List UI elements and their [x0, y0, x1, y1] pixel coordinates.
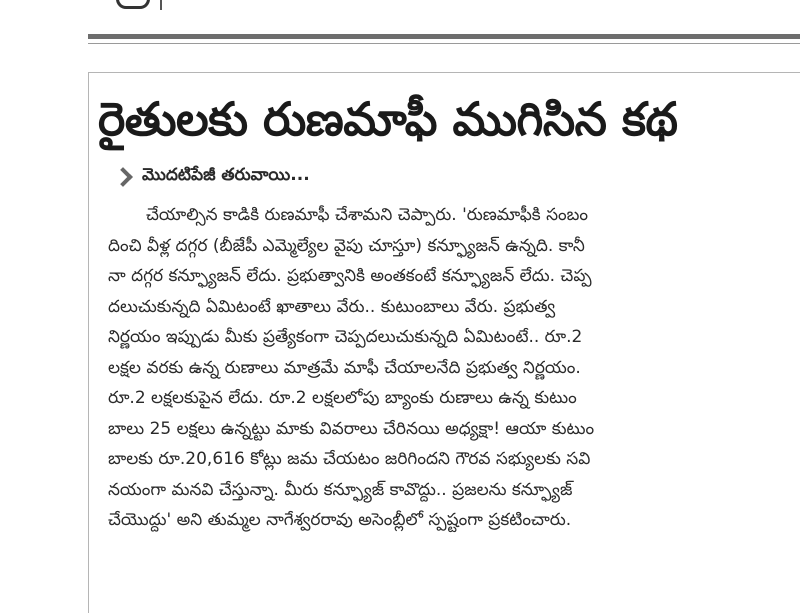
body-line: నా దగ్గర కన్ఫ్యూజన్ లేదు. ప్రభుత్వానికి అంతకంటే కన్ఫ్యూజన్ లేదు. చెప్ప — [108, 266, 592, 286]
header-divider — [160, 0, 162, 10]
body-line: నిర్ణయం ఇప్పుడు మీకు ప్రత్యేకంగా చెప్పదలుచుకున్నది ఏమిటంటే.. రూ.2 — [108, 327, 583, 347]
body-line: నయంగా మనవి చేస్తున్నా. మీరు కన్ఫ్యూజ్ కావొద్దు.. ప్రజలను కన్ఫ్యూజ్ — [108, 479, 573, 500]
body-line: దించి వీళ్ల దగ్గర (బీజేపీ ఎమ్మెల్యేల వైపు చూస్తూ) కన్ఫ్యూజన్ ఉన్నది. కానీ — [108, 235, 585, 256]
continuation-label: మొదటిపేజీ తరువాయి... — [142, 165, 310, 185]
section-rule-thick — [88, 34, 800, 39]
body-line: లక్షల వరకు ఉన్న రుణాలు మాత్రమే మాఫీ చేయాలనేది ప్రభుత్వ నిర్ణయం. — [108, 357, 581, 378]
continuation-marker — [116, 164, 310, 190]
body-line: బాలు 25 లక్షలు ఉన్నట్టు మాకు వివరాలు చేరినయి అధ్యక్షా! ఆయా కుటుం — [108, 418, 595, 439]
article-body — [108, 200, 788, 536]
body-line: దలుచుకున్నది ఏమిటంటే ఖాతాలు వేరు.. కుటుంబాలు వేరు. ప్రభుత్వ — [108, 296, 556, 317]
section-rule-thin — [88, 43, 800, 44]
chevron-right-icon — [113, 167, 133, 187]
article-headline: రైతులకు రుణమాఫీ ముగిసిన కథ — [98, 92, 678, 146]
body-line: చేయొద్దు' అని తుమ్మల నాగేశ్వరరావు అసెంబ్లీలో స్పష్టంగా ప్రకటించారు. — [108, 510, 572, 530]
cropped-header-strip — [0, 0, 800, 22]
body-line: బాలకు రూ.20,616 కోట్లు జమ చేయటం జరిగిందని గౌరవ సభ్యులకు సవి — [108, 449, 591, 469]
body-line: చేయాల్సిన కాడికి రుణమాఫీ చేశామని చెప్పారు. 'రుణమాఫీకి సంబం — [146, 205, 588, 225]
cropped-logo-mark — [116, 0, 150, 9]
body-line: రూ.2 లక్షలకుపైన లేదు. రూ.2 లక్షలలోపు బ్యాంకు రుణాలు ఉన్న కుటుం — [108, 388, 577, 408]
